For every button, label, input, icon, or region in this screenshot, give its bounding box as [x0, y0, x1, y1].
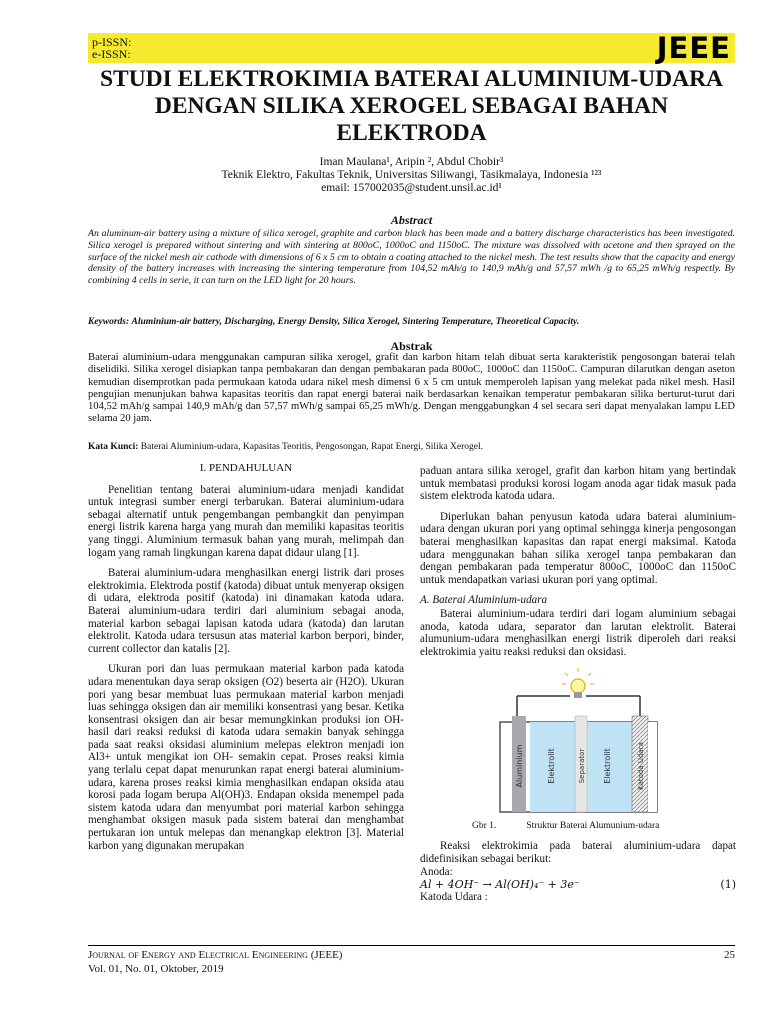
paragraph: Baterai aluminium-udara terdiri dari logam aluminium sebagai anoda, katoda udara, separator dan larutan elektrolit. Baterai alumunium-udara menghasilkan energi listrik diperoleh dari reaksi elektrokimia yaitu reaksi reduksi dan oksidasi.: [420, 607, 736, 658]
journal-logo-text: JEEE: [656, 31, 731, 65]
journal-header-band: [88, 33, 735, 63]
footer-rule: [88, 945, 735, 946]
footer-volume: Vol. 01, No. 01, Oktober, 2019: [88, 963, 224, 975]
paragraph: paduan antara silika xerogel, grafit dan karbon hitam yang bertindak untuk membatasi produksi korosi logam anoda agar tidak masuk pada sistem elektroda katoda udara.: [420, 465, 736, 503]
anoda-label: Anoda:: [420, 866, 453, 879]
light-bulb-icon: [562, 668, 594, 698]
paragraph: Ukuran pori dan luas permukaan material karbon pada katoda udara menentukan daya serap oksigen (O2) beserta air (H2O). Ukuran pori yang besar membuat luas permukaan material karbon menjadi luas sehingga oksigen dan air memiliki konsentrasi yang besar. Ketika konsentrasi oksigen dan air besar memungkinkan produksi ion OH- hasil dari reaksi reduksi di katoda udara semakin banyak sehingga pada saat reaksi oksidasi aluminium melepas elektron menjadi ion Al3+ untuk mengikat ion OH- semakin cepat. Proses reaksi kimia yang terlalu cepat dapat menurunkan rapat energi baterai aluminium-udara, karena proses reaksi kimia menghasilkan endapan oksida atau korosi pada logam berupa Al(OH)3. Endapan oksida menempel pada sistem katoda udara dan menyumbat pori material karbon sehingga menghambat oksigen masuk pada sistem baterai dan menghambat pertukaran ion untuk melepas dan menangkap elektron [3]. Material karbon yang digunakan merupakan: [88, 663, 404, 852]
label-katoda-udara: Katoda Udara: [637, 742, 645, 791]
equation-text: Al + 4OH⁻ → Al(OH)₄⁻ + 3e⁻: [420, 877, 580, 891]
keywords-text: Aluminium-air battery, Discharging, Energy Density, Silica Xerogel, Sintering Temperature, Theoretical Capacity.: [131, 317, 580, 327]
battery-diagram: [420, 666, 736, 816]
e-issn-label: e-ISSN:: [92, 47, 131, 61]
author-email: email: 157002035@student.unsil.ac.id¹: [321, 182, 502, 194]
paragraph: Diperlukan bahan penyusun katoda udara baterai aluminium-udara dengan ukuran pori yang optimal sehingga kinerja pengosongan baterai menghasilkan kapasitas dan rapat energi maksimal. Katoda udara menggunakan bahan silika xerogel tanpa pembakaran dan dengan pembakaran pada temperatur 800oC, 1000oC dan 1150oC untuk mendapatkan variasi ukuran pori yang optimal.: [420, 510, 736, 586]
equation-number: (1): [720, 877, 736, 891]
paper-title: STUDI ELEKTROKIMIA BATERAI ALUMINIUM-UDARA DENGAN SILIKA XEROGEL SEBAGAI BAHAN ELEKTRODA: [99, 66, 724, 146]
author-block: [88, 156, 735, 195]
abstrak-heading: Abstrak: [390, 339, 433, 353]
keywords: [88, 317, 735, 328]
author-affiliation: Teknik Elektro, Fakultas Teknik, Universitas Siliwangi, Tasikmalaya, Indonesia ¹²³: [221, 169, 602, 181]
paragraph: Penelitian tentang baterai aluminium-udara menjadi kandidat untuk integrasi sumber energi terbarukan. Baterai aluminium-udara sebagai alternatif untuk pengembangan pembangkit dan penyimpan energi listrik karena harga yang murah dan memiliki kapasitas teoritis yang tinggi. Aluminium termasuk bahan yang murah, melimpah dan logam yang ramah lingkungan karena dapat didaur ulang [1].: [88, 483, 404, 559]
label-aluminium: Aluminium: [515, 744, 524, 788]
figure-number: Gbr 1.: [472, 821, 497, 832]
kata-kunci-label: Kata Kunci:: [88, 442, 139, 452]
right-column: [420, 465, 736, 904]
label-elektrolit-left: Elektrolit: [547, 748, 556, 785]
label-separator: Separator: [578, 749, 586, 784]
figure-caption: [420, 820, 736, 833]
author-names: Iman Maulana¹, Aripin ², Abdul Chobir³: [319, 156, 504, 168]
paragraph: Reaksi elektrokimia pada baterai aluminium-udara dapat didefinisikan sebagai berikut:: [420, 839, 736, 865]
subsection-heading: A. Baterai Aluminium-udara: [420, 594, 548, 607]
section-heading-pendahuluan: I. PENDAHULUAN: [199, 462, 293, 474]
abstract-text: An aluminum-air battery using a mixture of silica xerogel, graphite and carbon black has been made and a battery discharge characteristics has been investigated. Silica xerogel is prepared without sintering and with sintering at 800oC, 1000oC and 1150oC. The mixture was dissolved with acetone and then sprayed on the surface of the nickel mesh air cathode with dimensions of 6 x 5 cm to obtain a coating attached to the nickel mesh. The test results show that the capacity and energy density of the battery increases with increasing the sintering temperature from 104,52 mAh/g to 140,9 mAh/g and 57,57 mWh /g to 65,25 mWh/g respectly. By combining 4 cells in serie, it can turn on the LED light for 20 hours.: [88, 228, 735, 287]
left-column: [88, 462, 404, 860]
figure-caption-text: Struktur Baterai Alumunium-udara: [526, 821, 660, 832]
kata-kunci-text: Baterai Aluminium-udara, Kapasitas Teoritis, Pengosongan, Rapat Energi, Silika Xerogel.: [140, 442, 484, 452]
kata-kunci: [88, 442, 735, 453]
paragraph: Baterai aluminium-udara menghasilkan energi listrik dari proses elektrokimia. Elektroda postif (katoda) dibuat untuk menyerap oksigen di udara, elektroda positif (katoda) ini dinamakan katoda udara. Baterai aluminium-udara terdiri dari aluminium sebagai anoda, material karbon sebagai lapisan katoda udara (katoda) dan larutan elektrolit. Katoda udara tersusun atas material karbon berpori, binder, current collector dan katalis [2].: [88, 567, 404, 655]
keywords-label: Keywords:: [88, 317, 130, 327]
p-issn-label: p-ISSN:: [92, 35, 132, 49]
page-number: 25: [724, 949, 735, 961]
battery-structure-figure: [420, 666, 736, 816]
abstract-heading: Abstract: [390, 213, 433, 227]
footer-journal-name: Journal of Energy and Electrical Engineering (JEEE): [88, 949, 343, 961]
label-elektrolit-right: Elektrolit: [603, 748, 612, 785]
abstrak-text: Baterai aluminium-udara menggunakan campuran silika xerogel, grafit dan karbon hitam telah dibuat serta karakteristik pengosongan baterai telah diselidiki. Silika xerogel disiapkan tanpa pembakaran dan dengan pembakaran pada 800oC, 1000oC dan 1150oC. Campuran dilarutkan dengan aseton kemudian disemprotkan pada permukaan katoda udara nikel mesh dimensi 6 x 5 cm untuk memperoleh lapisan yang melekat pada nikel mesh. Hasil pengujian menunjukan bahwa kapasitas teoritis dan rapat energi baterai naik berdasarkan kenaikan temperatur pembakaran silika berturut-turut dari 104,52 mAh/g sampai 140,9 mAh/g dan 57,57 mWh/g sampai 65,25 mWh/g. Dengan menggabungkan 4 sel secara seri dapat menyalakan lampu LED selama 20 jam.: [88, 352, 735, 425]
katoda-label: Katoda Udara :: [420, 891, 488, 904]
equation-1: [420, 879, 736, 892]
